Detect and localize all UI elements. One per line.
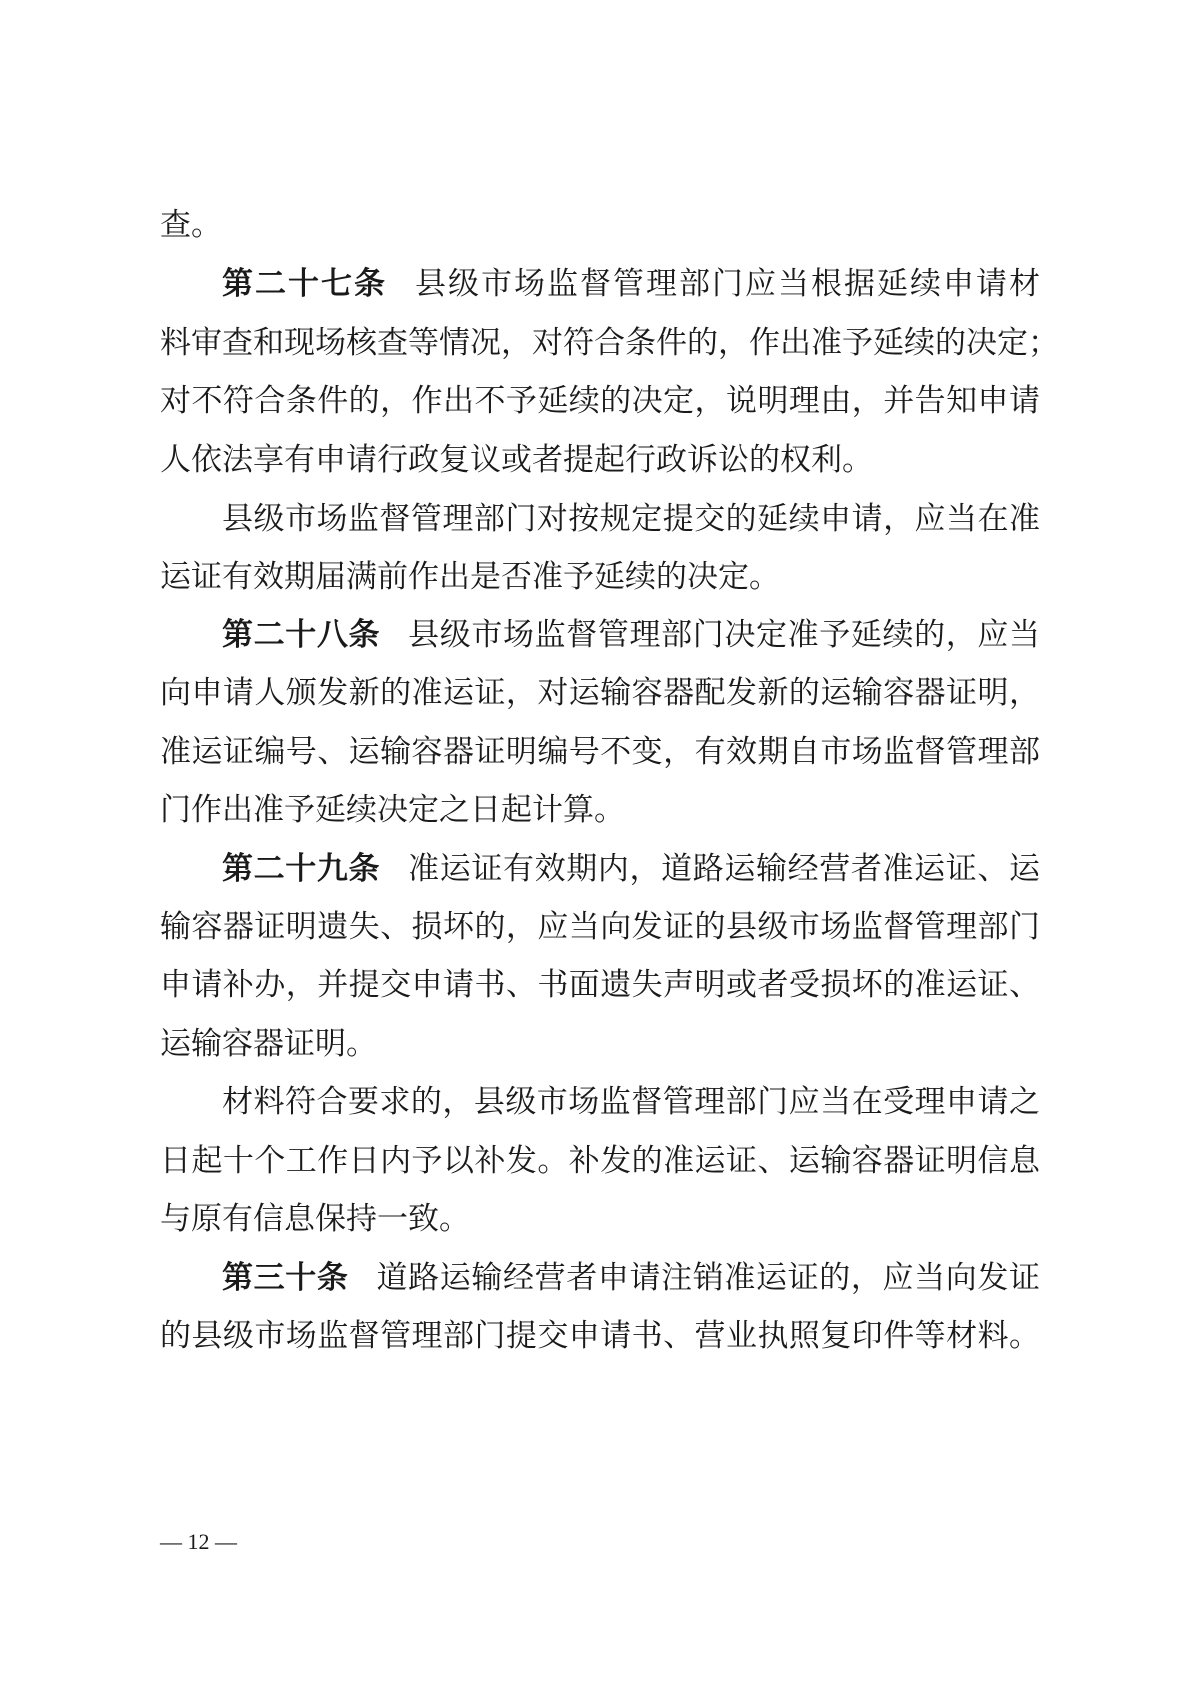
text-line: 与原有信息保持一致。: [160, 1201, 470, 1237]
article-number: 第二十七条: [222, 266, 387, 302]
article-number: 第二十八条: [222, 617, 381, 653]
article-30-heading-line: 第三十条 道路运输经营者申请注销准运证的，应当向发证: [222, 1260, 1040, 1296]
text-line: 料审查和现场核查等情况，对符合条件的，作出准予延续的决定；: [160, 325, 1059, 361]
page-number: — 12 —: [160, 1529, 237, 1554]
text-line: 向申请人颁发新的准运证，对运输容器配发新的运输容器证明，: [160, 675, 1040, 711]
article-number: 第二十九条: [222, 851, 381, 887]
article-29-heading-line: 第二十九条 准运证有效期内，道路运输经营者准运证、运: [222, 851, 1040, 887]
text-line: 日起十个工作日内予以补发。补发的准运证、运输容器证明信息: [160, 1143, 1040, 1179]
text-line: 运证有效期届满前作出是否准予延续的决定。: [160, 559, 780, 595]
text-line: 县级市场监督管理部门对按规定提交的延续申请，应当在准: [222, 501, 1040, 537]
text-line: 准运证编号、运输容器证明编号不变，有效期自市场监督管理部: [160, 734, 1040, 770]
article-28-heading-line: 第二十八条 县级市场监督管理部门决定准予延续的，应当: [222, 617, 1040, 653]
text-line: 的县级市场监督管理部门提交申请书、营业执照复印件等材料。: [160, 1318, 1040, 1354]
text-line: 申请补办，并提交申请书、书面遗失声明或者受损坏的准运证、: [160, 967, 1040, 1003]
text-line: 门作出准予延续决定之日起计算。: [160, 792, 625, 828]
text-line: 查。: [160, 207, 222, 243]
text-line: 人依法享有申请行政复议或者提起行政诉讼的权利。: [160, 442, 873, 478]
article-27-heading-line: 第二十七条 县级市场监督管理部门应当根据延续申请材: [222, 266, 1040, 302]
text-line: 对不符合条件的，作出不予延续的决定，说明理由，并告知申请: [160, 383, 1040, 419]
text-line: 输容器证明遗失、损坏的，应当向发证的县级市场监督管理部门: [160, 909, 1040, 945]
article-number: 第三十条: [222, 1260, 349, 1296]
text-line: 材料符合要求的，县级市场监督管理部门应当在受理申请之: [222, 1084, 1040, 1120]
text-line: 运输容器证明。: [160, 1026, 377, 1062]
